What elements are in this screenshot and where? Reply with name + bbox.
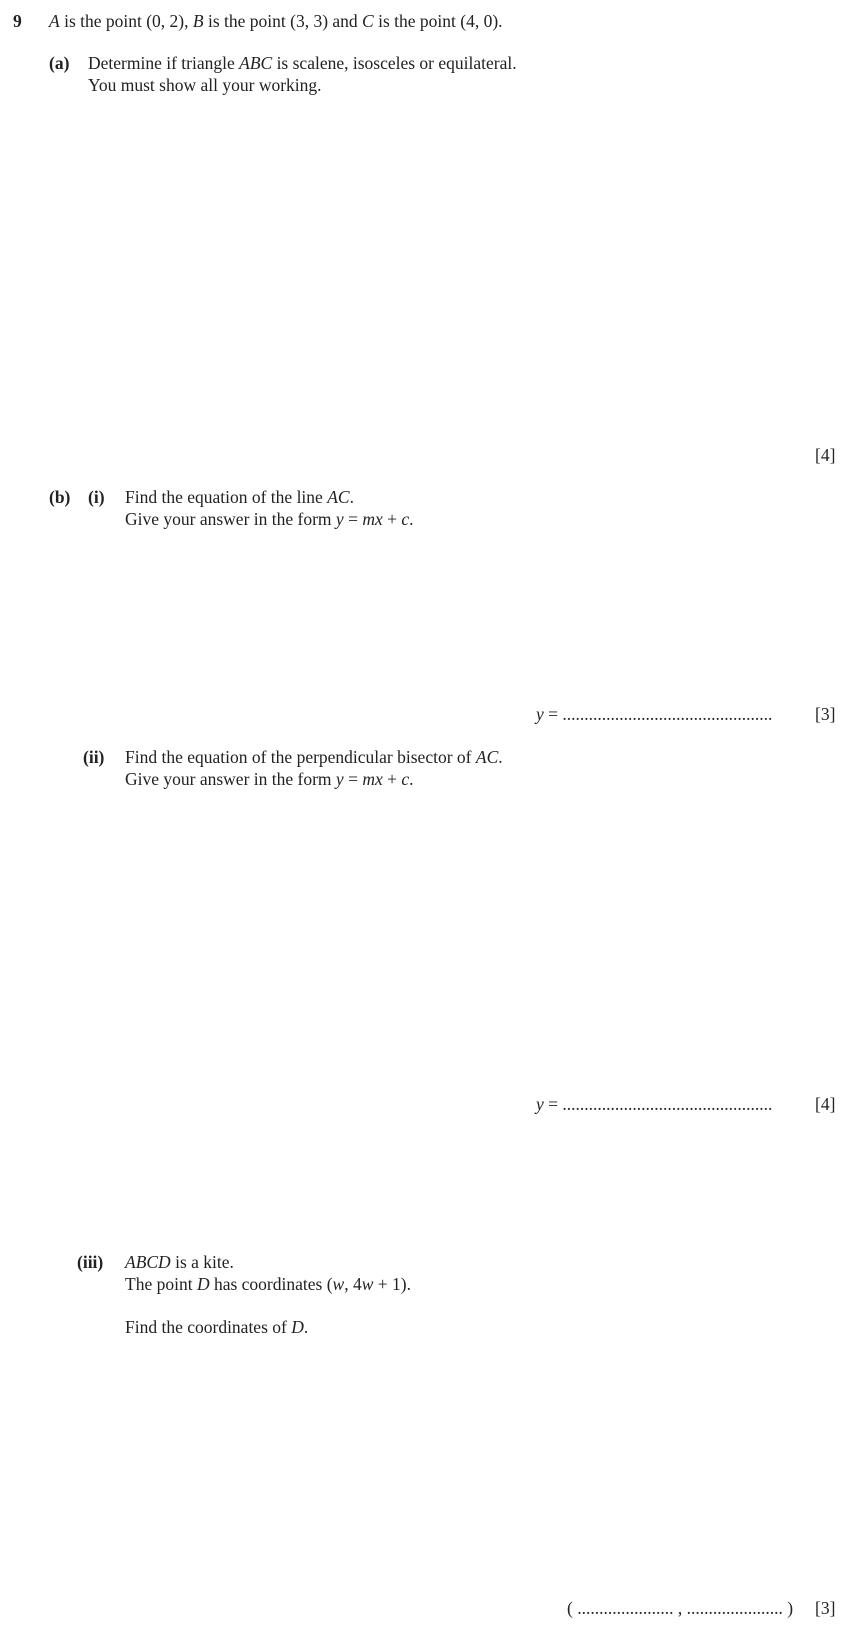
triangle-abc-label: ABC bbox=[239, 53, 273, 73]
answer-dots[interactable]: ................................................ bbox=[562, 704, 773, 724]
form-y: y bbox=[335, 769, 344, 789]
part-a-marks: [4] bbox=[815, 445, 836, 465]
coord-w2: w bbox=[361, 1274, 374, 1294]
point-a-label: A bbox=[49, 11, 60, 31]
part-b-i-line2 bbox=[125, 508, 414, 530]
point-d-label: D bbox=[291, 1317, 304, 1337]
find-coordinates-text: Find the coordinates of bbox=[125, 1317, 292, 1337]
part-b-ii-line2 bbox=[125, 768, 414, 790]
question-stem bbox=[49, 10, 503, 32]
form-mx: mx bbox=[362, 509, 383, 529]
part-b-iii-marks: [3] bbox=[815, 1598, 836, 1618]
form-y: y bbox=[335, 509, 344, 529]
part-b-ii-form-text: Give your answer in the form bbox=[125, 769, 336, 789]
part-b-ii-text-pre: Find the equation of the perpendicular bisector of bbox=[125, 747, 476, 767]
coord-plus-one: + 1). bbox=[373, 1274, 411, 1294]
stem-text-3: is the point (4, 0). bbox=[373, 11, 503, 31]
part-b-iii-label: (iii) bbox=[77, 1252, 104, 1272]
form-c: c bbox=[401, 509, 410, 529]
form-equals: = bbox=[343, 769, 363, 789]
part-a-label: (a) bbox=[49, 53, 70, 73]
part-b-ii-answer-line[interactable] bbox=[536, 1093, 772, 1115]
point-b-label: B bbox=[192, 11, 204, 31]
part-a-line1 bbox=[88, 52, 517, 74]
part-a-line2: You must show all your working. bbox=[88, 75, 322, 95]
part-b-iii-line3 bbox=[125, 1316, 308, 1338]
answer-dots[interactable]: ................................................ bbox=[562, 1094, 773, 1114]
part-b-iii-answer-line[interactable]: ( ...................... , ...................... ) bbox=[567, 1598, 794, 1618]
part-b-iii-line2 bbox=[125, 1273, 411, 1295]
part-b-ii-line1 bbox=[125, 746, 503, 768]
coord-comma-four: , 4 bbox=[344, 1274, 362, 1294]
form-c: c bbox=[401, 769, 410, 789]
part-b-i-form-text: Give your answer in the form bbox=[125, 509, 336, 529]
form-equals: = bbox=[343, 509, 363, 529]
part-b-i-label: (i) bbox=[88, 487, 105, 507]
part-b-i-marks: [3] bbox=[815, 704, 836, 724]
answer-y: y bbox=[536, 704, 544, 724]
part-b-ii-label: (ii) bbox=[83, 747, 105, 767]
answer-equals: = bbox=[543, 1094, 563, 1114]
part-a-text-pre: Determine if triangle bbox=[88, 53, 240, 73]
answer-y: y bbox=[536, 1094, 544, 1114]
part-b-label: (b) bbox=[49, 487, 71, 507]
part-b-i-line1 bbox=[125, 486, 354, 508]
line-ac-label: AC bbox=[475, 747, 499, 767]
form-period: . bbox=[409, 769, 414, 789]
part-b-i-text-pre: Find the equation of the line bbox=[125, 487, 328, 507]
question-number: 9 bbox=[13, 11, 22, 31]
part-b-ii-marks: [4] bbox=[815, 1094, 836, 1114]
line-ac-label: AC bbox=[327, 487, 350, 507]
point-d-label: D bbox=[196, 1274, 210, 1294]
form-period: . bbox=[409, 509, 414, 529]
form-plus: + bbox=[382, 769, 402, 789]
part-b-i-text-post: . bbox=[349, 487, 354, 507]
part-b-ii-text-post: . bbox=[498, 747, 503, 767]
form-mx: mx bbox=[362, 769, 383, 789]
part-a-text-post: is scalene, isosceles or equilateral. bbox=[272, 53, 517, 73]
answer-equals: = bbox=[543, 704, 563, 724]
stem-text-1: is the point (0, 2), bbox=[59, 11, 193, 31]
part-b-i-answer-line[interactable] bbox=[536, 703, 772, 725]
form-plus: + bbox=[382, 509, 402, 529]
coord-w: w bbox=[332, 1274, 345, 1294]
find-period: . bbox=[303, 1317, 309, 1337]
kite-text: is a kite. bbox=[170, 1252, 234, 1272]
part-b-iii-line1 bbox=[125, 1251, 234, 1273]
coordinates-text: has coordinates ( bbox=[209, 1274, 333, 1294]
stem-text-2: is the point (3, 3) and bbox=[203, 11, 363, 31]
kite-abcd-label: ABCD bbox=[125, 1252, 171, 1272]
point-c-label: C bbox=[362, 11, 374, 31]
point-text: The point bbox=[125, 1274, 197, 1294]
